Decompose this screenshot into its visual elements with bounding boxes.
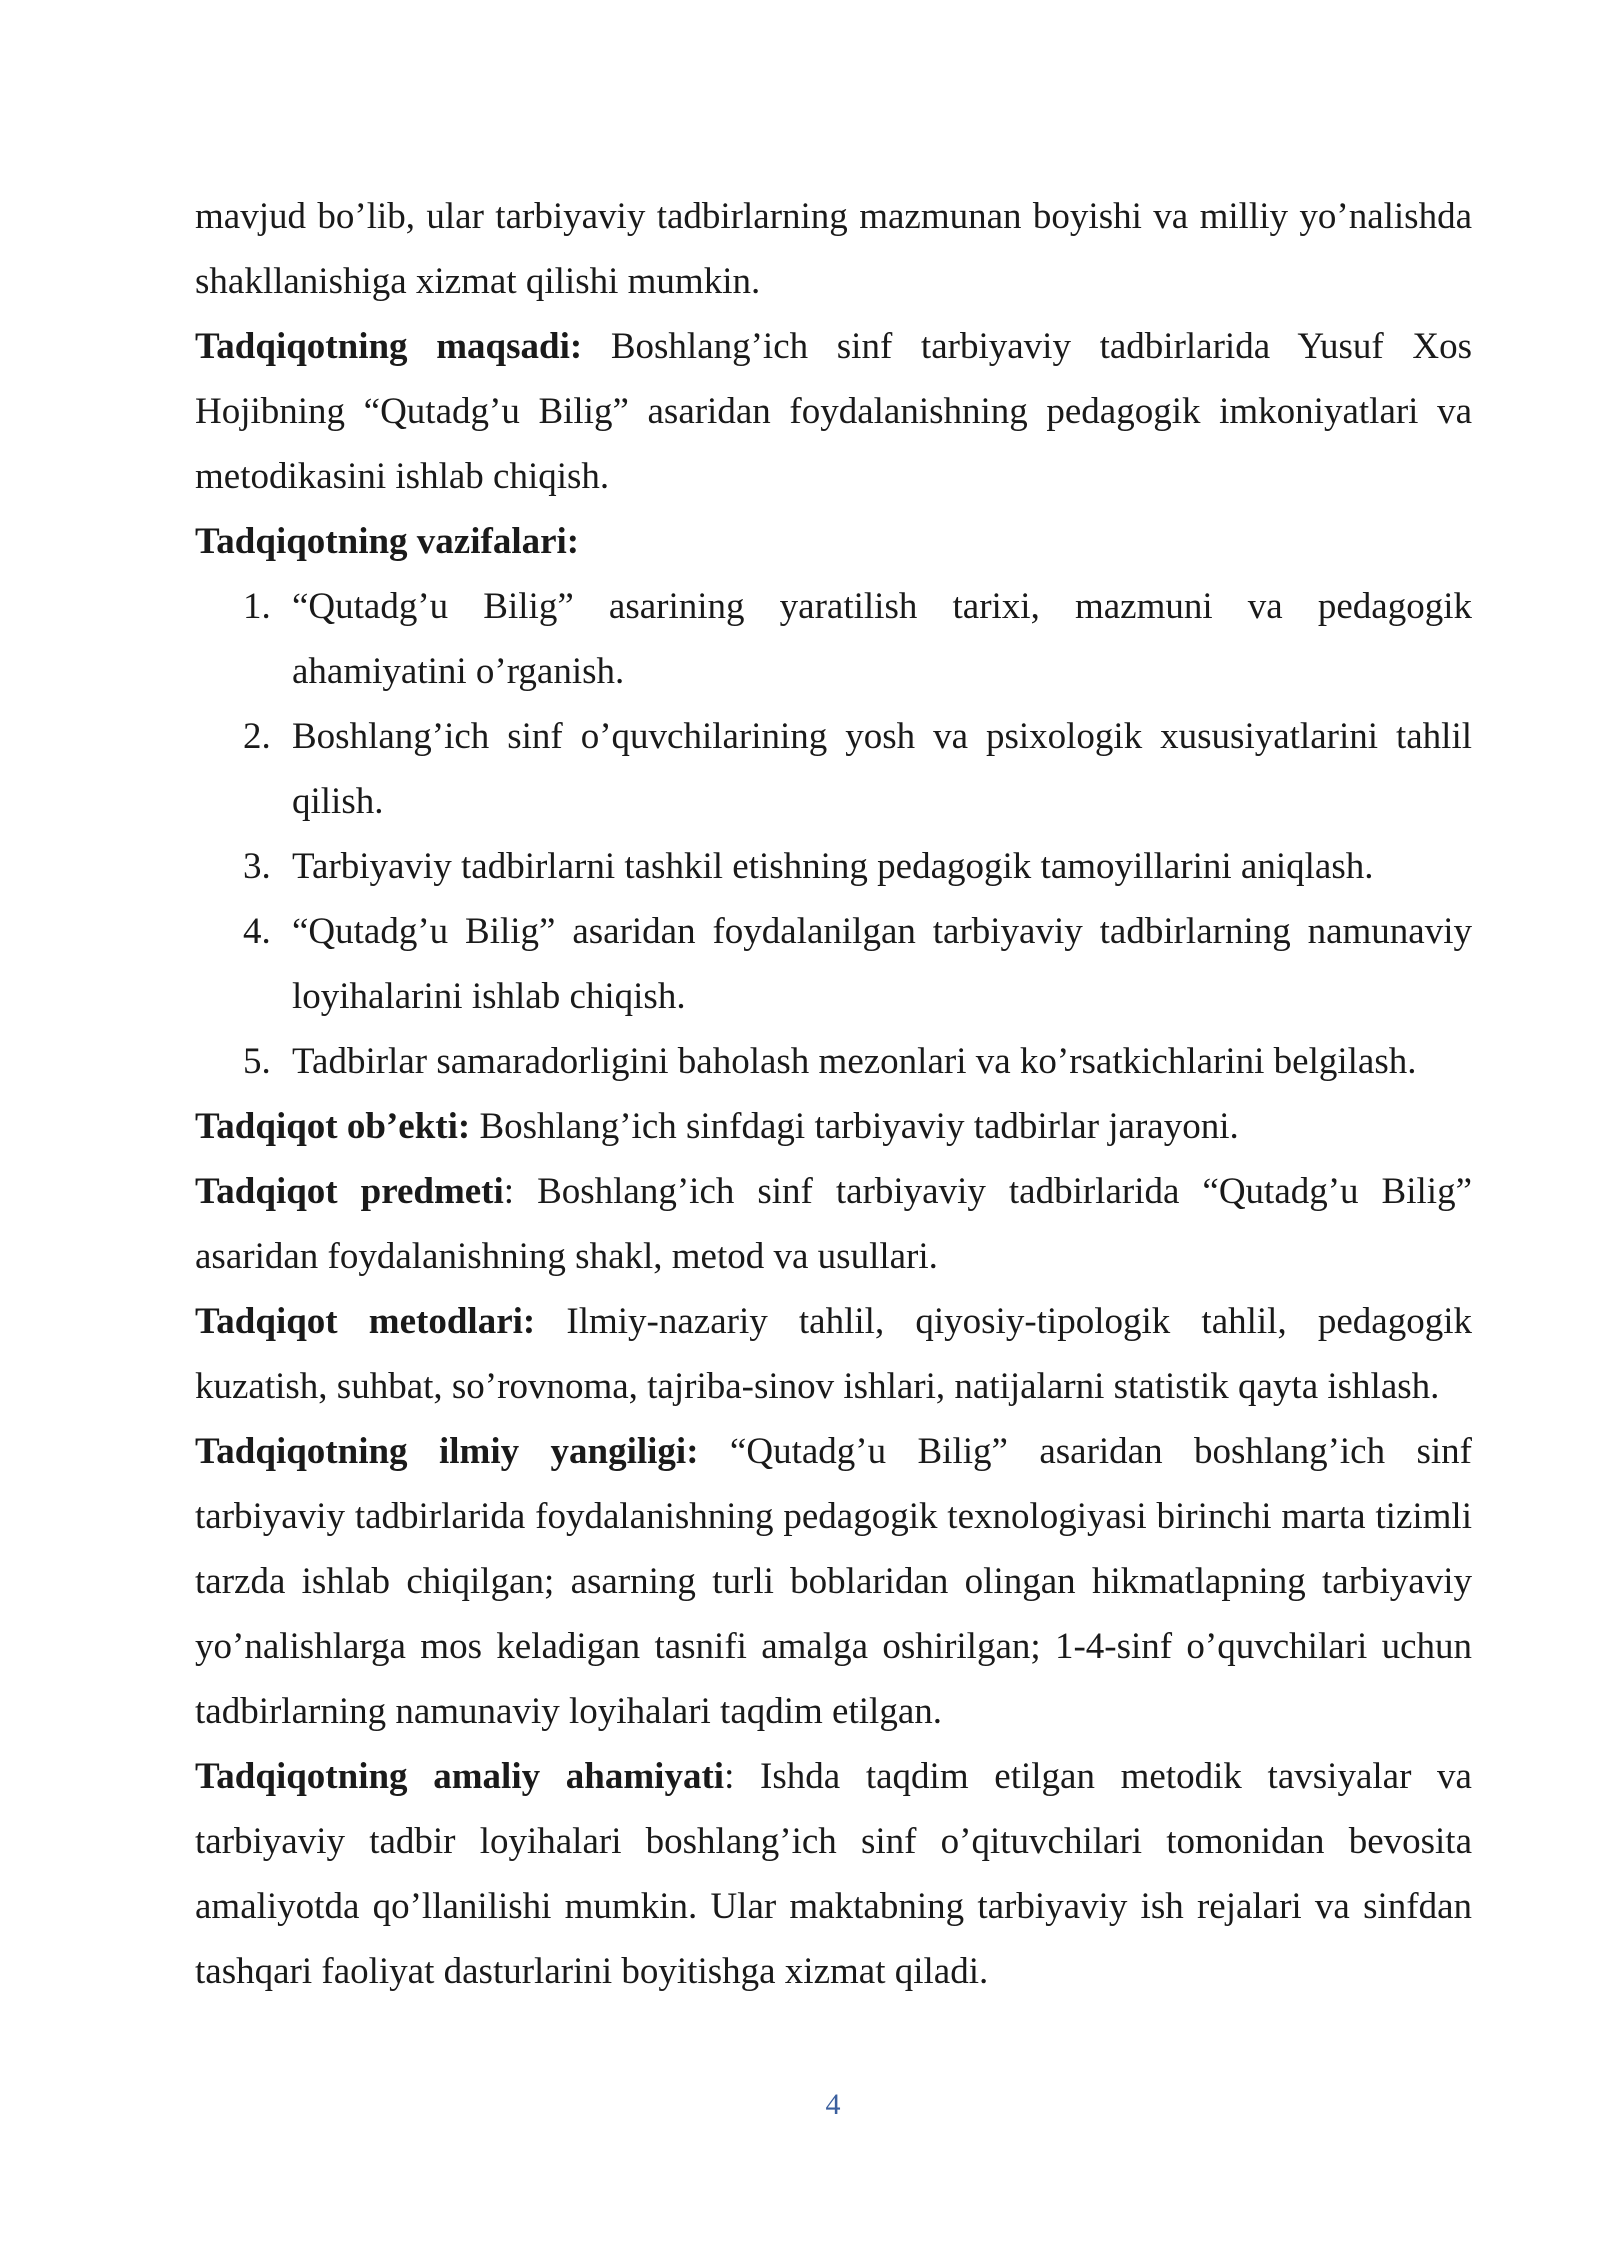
goal-paragraph — [195, 314, 1472, 509]
novelty-paragraph — [195, 1419, 1472, 1744]
practical-text: : Ishda taqdim etilgan metodik tavsiyalar va tarbiyaviy tadbir loyihalari boshlang’ich sinf o’qituvchilari tomonidan bevosita amaliyotda qo’llanilishi mumkin. Ular maktabning tarbiyaviy ish rejalari va sinfdan tashqari faoliyat dasturlarini boyitishga xizmat qiladi. — [195, 1756, 1472, 1992]
subject-paragraph — [195, 1159, 1472, 1289]
page-number: 4 — [825, 2088, 841, 2121]
novelty-text: “Qutadg’u Bilig” asaridan boshlang’ich sinf tarbiyaviy tadbirlarida foydalanishning pedagogik texnologiyasi birinchi marta tizimli tarzda ishlab chiqilgan; asarning turli boblaridan olingan hikmatlapning tarbiyaviy yo’nalishlarga mos keladigan tasnifi amalga oshirilgan; 1-4-sinf o’quvchilari uchun tadbirlarning namunaviy loyihalari taqdim etilgan. — [195, 1431, 1473, 1732]
intro-paragraph: mavjud bo’lib, ular tarbiyaviy tadbirlarning mazmunan boyishi va milliy yo’nalishda shakllanishiga xizmat qilishi mumkin. — [195, 196, 1472, 302]
tasks-list — [195, 574, 1472, 1094]
list-item: “Qutadg’u Bilig” asaridan foydalanilgan tarbiyaviy tadbirlarning namunaviy loyihalarini ishlab chiqish. — [292, 911, 1472, 1017]
methods-paragraph — [195, 1289, 1472, 1419]
methods-label: Tadqiqot metodlari: — [195, 1301, 536, 1342]
list-item: Boshlang’ich sinf o’quvchilarining yosh va psixologik xususiyatlarini tahlil qilish. — [292, 716, 1472, 822]
subject-text: : Boshlang’ich sinf tarbiyaviy tadbirlarida “Qutadg’u Bilig” asaridan foydalanishning shakl, metod va usullari. — [195, 1171, 1472, 1277]
methods-text: Ilmiy-nazariy tahlil, qiyosiy-tipologik tahlil, pedagogik kuzatish, suhbat, so’rovnoma, tajriba-sinov ishlari, natijalarni statistik qayta ishlash. — [195, 1301, 1472, 1407]
object-paragraph — [195, 1094, 1472, 1159]
practical-paragraph — [195, 1744, 1472, 2004]
practical-label: Tadqiqotning amaliy ahamiyati — [195, 1756, 725, 1797]
list-item: Tadbirlar samaradorligini baholash mezonlari va ko’rsatkichlarini belgilash. — [292, 1041, 1417, 1082]
novelty-label: Tadqiqotning ilmiy yangiligi: — [195, 1431, 699, 1472]
subject-label: Tadqiqot predmeti — [195, 1171, 504, 1212]
goal-text: Boshlang’ich sinf tarbiyaviy tadbirlarida Yusuf Xos Hojibning “Qutadg’u Bilig” asaridan foydalanishning pedagogik imkoniyatlari va metodikasini ishlab chiqish. — [195, 326, 1472, 497]
list-item: Tarbiyaviy tadbirlarni tashkil etishning pedagogik tamoyillarini aniqlash. — [292, 846, 1374, 887]
list-item: “Qutadg’u Bilig” asarining yaratilish tarixi, mazmuni va pedagogik ahamiyatini o’rganish. — [292, 586, 1472, 692]
tasks-heading: Tadqiqotning vazifalari: — [195, 521, 580, 562]
document-page — [195, 184, 1472, 2004]
object-label: Tadqiqot ob’ekti: — [195, 1106, 471, 1147]
goal-label: Tadqiqotning maqsadi: — [195, 326, 583, 367]
object-text: Boshlang’ich sinfdagi tarbiyaviy tadbirlar jarayoni. — [470, 1106, 1239, 1147]
